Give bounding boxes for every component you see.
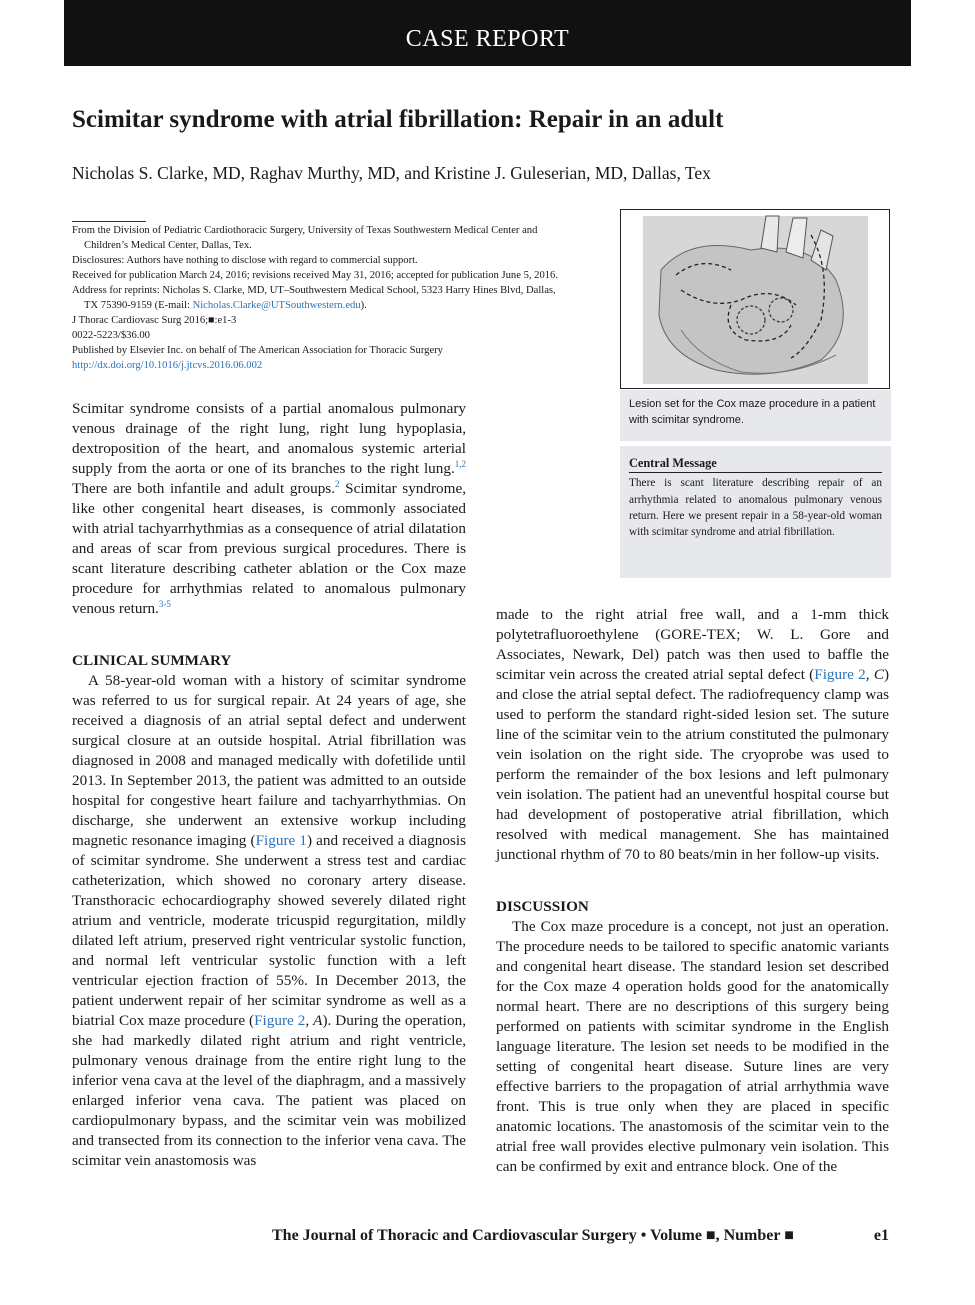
reprint-address-cont: TX 75390-9159 (E-mail: Nicholas.Clarke@UTSouthwestern.edu). (84, 300, 367, 311)
received-dates: Received for publication March 24, 2016; revisions received May 31, 2016; accepted for publication June 5, 2016. (72, 270, 558, 281)
clinical-paragraph: A 58-year-old woman with a history of scimitar syndrome was referred to us for surgical repair. At 24 years of age, she received a diagnosis of an atrial septal defect and underwent surgical closure at an outside hospital. Atrial fibrillation was diagnosed in 2008 and managed medically with dofetilide until 2013. In September 2013, the patient was admitted to an outside hospital for congestive heart failure and tachyarrhythmias. On discharge, she underwent an extensive workup including magnetic resonance imaging (Figure 1) and received a diagnosis of scimitar syndrome. She underwent a stress test and cardiac catheterization, which showed no coronary artery disease. Transthoracic echocardiography showed severely dilated right atrium and ventricle, moderate tricuspid regurgitation, mildly dilated left atrium, preserved right ventricular systolic function, and normal left ventricular systolic function with a left ventricular ejection fraction of 55%. In December 2013, the patient underwent repair of her scimitar syndrome as well as a biatrial Cox maze procedure (Figure 2, A). During the operation, she had markedly dilated right atrium and right ventricle, pulmonary venous drainage from the entire right lung to the inferior vena cava at the level of the diaphragm, and a massively enlarged inferior vena cava. The patient was placed on cardiopulmonary bypass, and the scimitar vein was mobilized and transected from its connection to the inferior vena cava. The scimitar vein anastomosis was (72, 672, 467, 1169)
figure-1-link[interactable]: Figure 1 (255, 832, 307, 849)
central-message-body: There is scant literature describing repair of an arrhythmia related to anomalous pulmonary venous return. Here we present repair in a 58-year-old woman with scimitar syndrome and atrial fibrillation. (629, 477, 882, 539)
author-list: Nicholas S. Clarke, MD, Raghav Murthy, MD, and Kristine J. Guleserian, MD, Dallas, Tex (72, 163, 711, 183)
journal-footer: The Journal of Thoracic and Cardiovascular Surgery • Volume ■, Number ■ (272, 1227, 794, 1244)
issn: 0022-5223/$36.00 (72, 330, 150, 341)
section-banner: CASE REPORT (64, 0, 911, 66)
article-title: Scimitar syndrome with atrial fibrillation: Repair in an adult (72, 106, 724, 133)
doi (72, 358, 597, 373)
intro-paragraph: Scimitar syndrome consists of a partial anomalous pulmonary venous drainage of the right lung, right lung hypoplasia, dextroposition of the heart, and anomalous systemic arterial supply from the aorta or one of its branches to the right lung.$^{1,2}$ There are both infantile and adult groups.$^2$ Scimitar syndrome, like other congenital heart diseases, is commonly associated with atrial tachyarrhythmias as a consequence of atrial dilatation and areas of scar from previous surgical procedures. There is scant literature describing catheter ablation or the Cox maze procedure for arrhythmias related to anomalous pulmonary venous return.$^{3-5}$ (72, 400, 466, 617)
publisher-note: Published by Elsevier Inc. on behalf of The American Association for Thoracic Surgery (72, 345, 443, 356)
figure-caption: Lesion set for the Cox maze procedure in a patient with scimitar syndrome. (620, 390, 891, 441)
disclosures: Disclosures: Authors have nothing to disclose with regard to commercial support. (72, 255, 418, 266)
affiliation-cont: Children’s Medical Center, Dallas, Tex. (84, 240, 252, 251)
footnote-divider (72, 221, 146, 222)
left-column (72, 399, 466, 1171)
page-footer (272, 1227, 889, 1245)
ref-link[interactable]: 3-5 (158, 598, 171, 609)
central-message-box (620, 446, 891, 578)
ref-link[interactable]: 2 (335, 478, 340, 489)
page-number: e1 (873, 1227, 889, 1244)
central-message-heading: Central Message (629, 455, 882, 473)
figure-1 (620, 209, 890, 389)
doi-link[interactable]: http://dx.doi.org/10.1016/j.jtcvs.2016.06.002 (72, 360, 263, 371)
discussion-paragraph: The Cox maze procedure is a concept, not just an operation. The procedure needs to be tailored to specific anatomic variants and congenital heart disease. The standard lesion set described for the Cox maze 4 operation holds good for the anatomically normal heart. There are no descriptions of this surgery being performed on patients with scimitar syndrome in the English language literature. The lesion set needs to be modified in the setting of congenital heart disease. Suture lines are very effective barriers to the propagation of atrial arrhythmia wave front. This is true only when they are placed in specific anatomic locations. The anastomosis of the scimitar vein to the atrial free wall provides elective pulmonary vein isolation. This can be confirmed by exit and entrance block. One of the (496, 918, 889, 1175)
reprint-address: Address for reprints: Nicholas S. Clarke, MD, UT–Southwestern Medical School, 5323 Harry Hines Blvd, Dallas, (72, 285, 556, 296)
section-heading-clinical: CLINICAL SUMMARY (72, 652, 232, 669)
right-column (496, 605, 889, 1177)
figure-2-link[interactable]: Figure 2 (254, 1012, 306, 1029)
ref-link[interactable]: 1,2 (454, 458, 466, 469)
footnotes (72, 223, 597, 373)
heart-lesion-diagram-icon (621, 210, 889, 388)
figure-2-link[interactable]: Figure 2 (814, 666, 866, 683)
section-heading-discussion: DISCUSSION (496, 898, 589, 915)
clinical-paragraph-cont: made to the right atrial free wall, and a 1-mm thick polytetrafluoroethylene (GORE-TEX; W. L. Gore and Associates, Newark, Del) patch was then used to baffle the scimitar vein across the created atrial septal defect (Figure 2, C) and close the atrial septal defect. The radiofrequency clamp was used to perform the standard right-sided lesion set. The suture line of the scimitar vein to the atrium constituted the pulmonary vein isolation on the right side. The cryoprobe was used to perform the remainder of the box lesions and left pulmonary vein isolation. The patient had an uneventful hospital course but had development of postoperative atrial fibrillation, which resolved with medical management. She has maintained junctional rhythm of 70 to 80 beats/min in her follow-up visits. (496, 606, 890, 863)
email-link[interactable]: Nicholas.Clarke@UTSouthwestern.edu (192, 300, 361, 311)
journal-citation: J Thorac Cardiovasc Surg 2016;■:e1-3 (72, 315, 237, 326)
affiliation: From the Division of Pediatric Cardiothoracic Surgery, University of Texas Southwestern Medical Center and (72, 225, 538, 236)
